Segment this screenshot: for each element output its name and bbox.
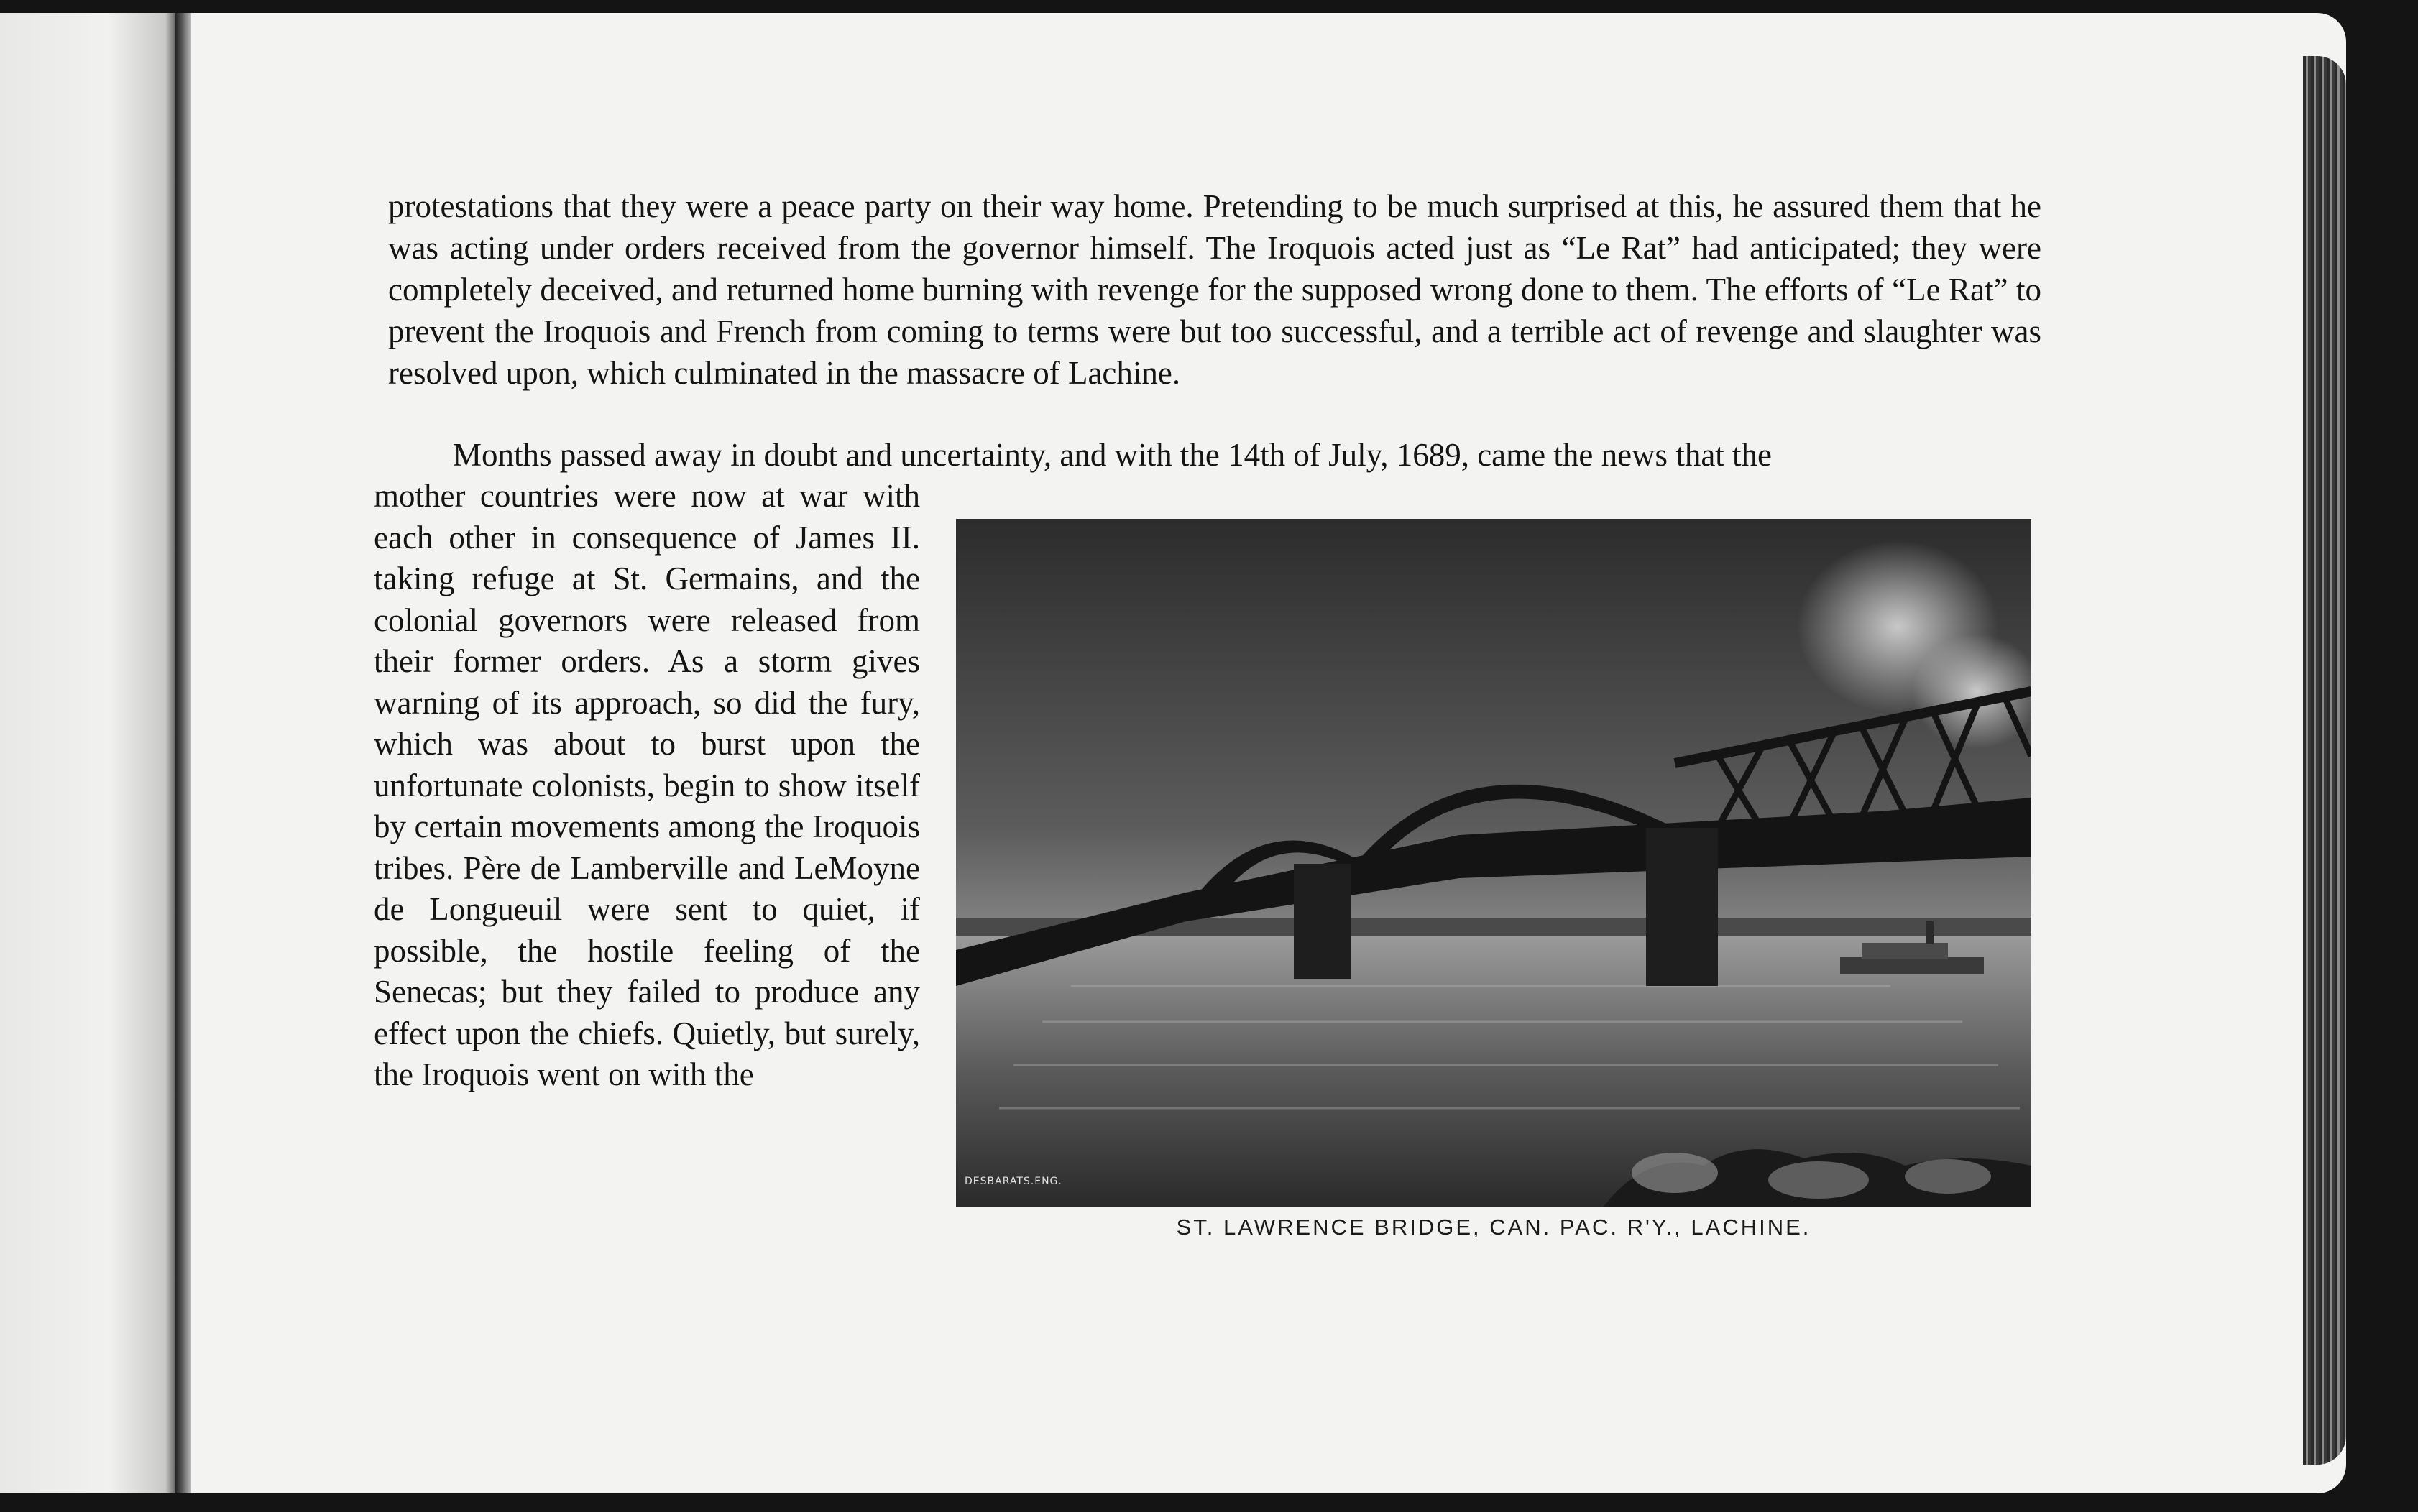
paragraph-2-column: mother countries were now at war with each other in consequence of James II. taking refuge at St. Germains, and the colonial governors were released from their former orders. As a storm gives warning of its approach, so did the fury, which was about to burst upon the unfortunate colonists, begin to show itself by certain movements among the Iroquois tribes. Père de Lamberville and LeMoyne de Longueuil were sent to quiet, if possible, the hostile feeling of the Senecas; but they failed to produce any effect upon the chiefs. Quietly, but surely, the Iroquois went on with the xyxy=(374,478,920,1092)
page-stack-edge xyxy=(2303,56,2346,1465)
paragraph-2-first-line: Months passed away in doubt and uncertainty, and with the 14th of July, 1689, came the news that the xyxy=(453,437,1773,473)
engraver-credit: DESBARATS.ENG. xyxy=(965,1176,1062,1187)
left-page-edge xyxy=(0,13,180,1493)
bridge-photograph xyxy=(956,519,2031,1207)
book-gutter xyxy=(175,13,191,1493)
photo-caption: ST. LAWRENCE BRIDGE, CAN. PAC. R'Y., LACHINE. xyxy=(1176,1214,1811,1240)
paragraph-1: protestations that they were a peace party on their way home. Pretending to be much surprised at this, he assured them that he was acting under orders received from the governor himself. The Iroquois acted just as “Le Rat” had anticipated; they were completely deceived, and returned home burning with revenge for the supposed wrong done to them. The efforts of “Le Rat” to prevent the Iroquois and French from coming to terms were but too successful, and a terrible act of revenge and slaughter was resolved upon, which culminated in the massacre of Lachine. xyxy=(388,188,2041,391)
